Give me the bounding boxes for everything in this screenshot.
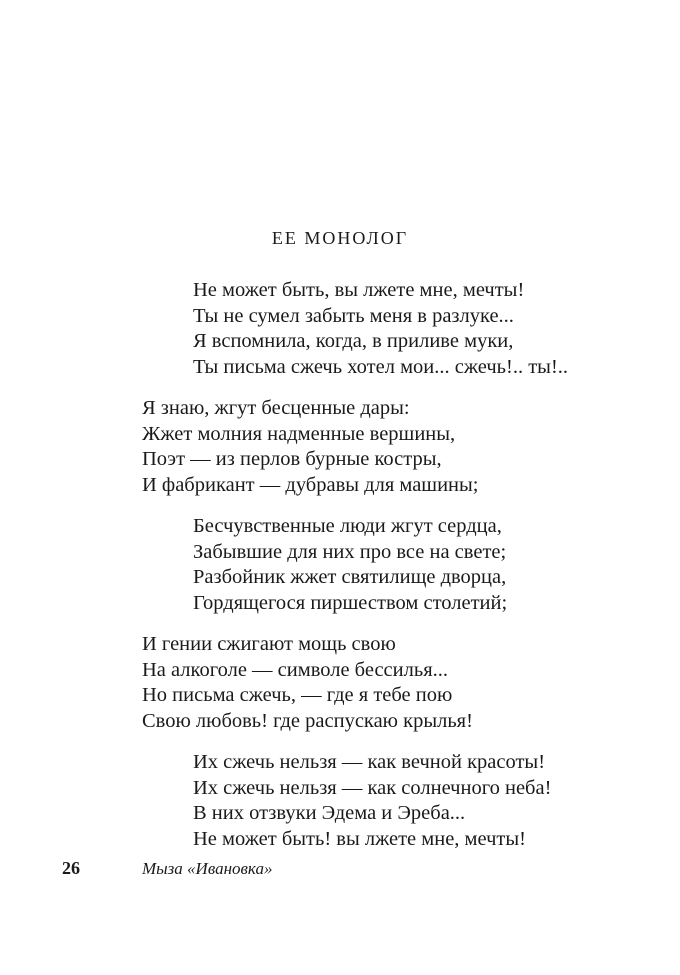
- poem-line: Не может быть, вы лжете мне, мечты!: [193, 279, 525, 301]
- poem-line: Жжет молния надменные вершины,: [142, 422, 456, 445]
- stanza-5: [193, 750, 551, 852]
- poem-line: Гордящегося пиршеством столетий;: [193, 591, 508, 614]
- poem-line: Поэт — из перлов бурные костры,: [142, 448, 442, 470]
- poem-line: Их сжечь нельзя — как солнечного неба!: [193, 776, 552, 799]
- poem-line: Я знаю, жгут бесценные дары:: [142, 397, 410, 419]
- running-title: Мыза «Ивановка»: [142, 859, 273, 878]
- poem-line: Не может быть! вы лжете мне, мечты!: [193, 827, 526, 850]
- poem-line: Я вспомнила, когда, в приливе муки,: [193, 330, 514, 352]
- poem-line: И гении сжигают мощь свою: [142, 633, 396, 655]
- poem-line: Разбойник жжет святилище дворца,: [193, 566, 507, 588]
- stanza-4: [142, 632, 473, 734]
- poem-line: Ты письма сжечь хотел мои... сжечь!.. ты!..: [193, 355, 569, 378]
- poem-title: ЕЕ МОНОЛОГ: [271, 228, 409, 248]
- stanza-2: [142, 396, 479, 498]
- poem-line: В них отзвуки Эдема и Эреба...: [193, 802, 466, 824]
- poem-line: Забывшие для них про все на свете;: [193, 540, 507, 563]
- poem-line: Свою любовь! где распускаю крылья!: [142, 709, 473, 732]
- poem-line: На алкоголе — символе бессилья...: [142, 658, 448, 681]
- stanza-3: [193, 514, 507, 616]
- stanza-1: [193, 278, 568, 380]
- poem-line: Ты не сумел забыть меня в разлуке...: [193, 304, 514, 327]
- poem-line: И фабрикант — дубравы для машины;: [142, 473, 479, 496]
- poem-line: Бесчувственные люди жгут сердца,: [193, 515, 502, 537]
- page-number: 26: [62, 858, 80, 878]
- poem-line: Их сжечь нельзя — как вечной красоты!: [193, 751, 546, 773]
- poem-line: Но письма сжечь, — где я тебе пою: [142, 684, 453, 706]
